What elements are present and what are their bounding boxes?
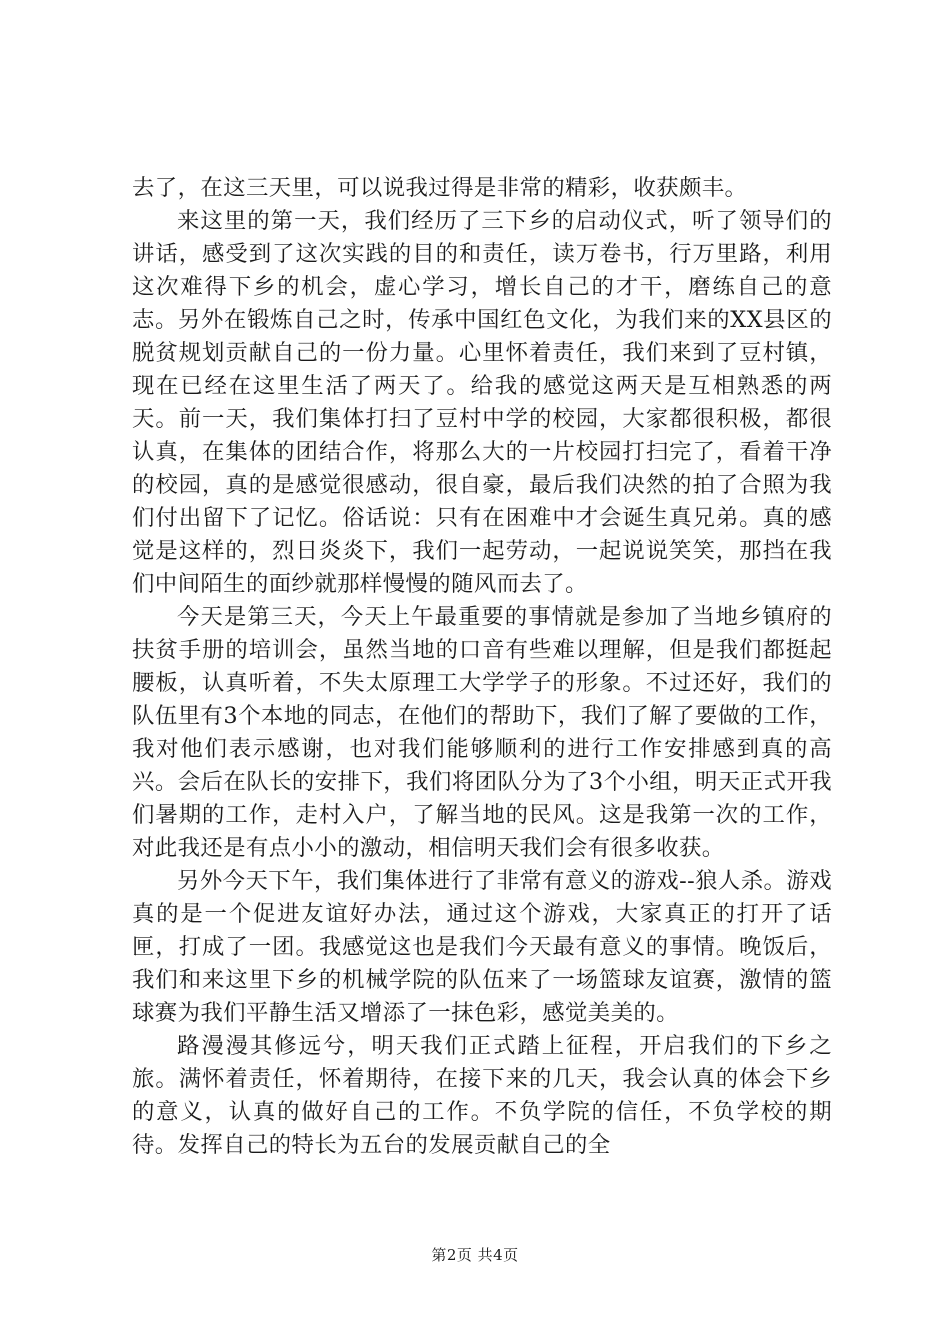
paragraph: 今天是第三天，今天上午最重要的事情就是参加了当地乡镇府的扶贫手册的培训会，虽然当地的口音有些难以理解，但是我们都挺起腰板，认真听着，不失太原理工大学学子的形象。不过还好，我们的队伍里有3个本地的同志，在他们的帮助下，我们了解了要做的工作，我对他们表示感谢，也对我们能够顺利的进行工作安排感到真的高兴。会后在队长的安排下，我们将团队分为了3个小组，明天正式开我们暑期的工作，走村入户，了解当地的民风。这是我第一次的工作，对此我还是有点小小的激动，相信明天我们会有很多收获。 xyxy=(132,604,832,861)
paragraph: 来这里的第一天，我们经历了三下乡的启动仪式，听了领导们的讲话，感受到了这次实践的目的和责任，读万卷书，行万里路，利用这次难得下乡的机会，虚心学习，增长自己的才干，磨练自己的意志。另外在锻炼自己之时，传承中国红色文化，为我们来的XX县区的脱贫规划贡献自己的一份力量。心里怀着责任，我们来到了豆村镇，现在已经在这里生活了两天了。给我的感觉这两天是互相熟悉的两天。前一天，我们集体打扫了豆村中学的校园，大家都很积极，都很认真，在集体的团结合作，将那么大的一片校园打扫完了，看着干净的校园，真的是感觉很感动，很自豪，最后我们决然的拍了合照为我们付出留下了记忆。俗话说：只有在困难中才会诞生真兄弟。真的感觉是这样的，烈日炎炎下，我们一起劳动，一起说说笑笑，那挡在我们中间陌生的面纱就那样慢慢的随风而去了。 xyxy=(132,208,832,597)
paragraph: 另外今天下午，我们集体进行了非常有意义的游戏--狼人杀。游戏真的是一个促进友谊好办法，通过这个游戏，大家真正的打开了话匣，打成了一团。我感觉这也是我们今天最有意义的事情。晚饭后，我们和来这里下乡的机械学院的队伍来了一场篮球友谊赛，激情的篮球赛为我们平静生活又增添了一抹色彩，感觉美美的。 xyxy=(132,868,832,1026)
paragraph: 去了，在这三天里，可以说我过得是非常的精彩，收获颇丰。 xyxy=(132,175,748,201)
document-body xyxy=(132,172,832,1162)
page-footer xyxy=(0,1244,950,1265)
page-number-label: 第2页 共4页 xyxy=(431,1246,519,1264)
paragraph: 路漫漫其修远兮，明天我们正式踏上征程，开启我们的下乡之旅。满怀着责任，怀着期待，在接下来的几天，我会认真的体会下乡的意义，认真的做好自己的工作。不负学院的信任，不负学校的期待。发挥自己的特长为五台的发展贡献自己的全 xyxy=(132,1033,832,1158)
